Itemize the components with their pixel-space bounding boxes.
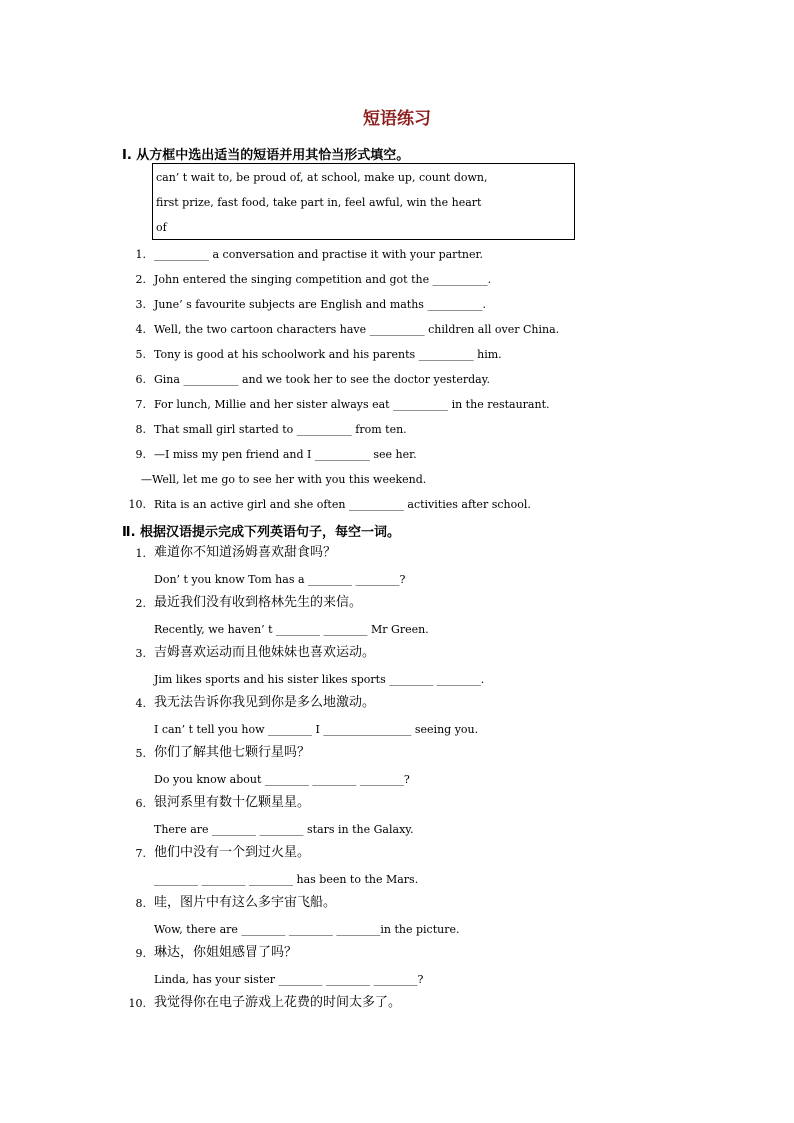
question-number: 1. <box>135 547 146 560</box>
english-sentence: Don’ t you know Tom has a ________ ________? <box>154 573 406 586</box>
question-number: 5. <box>135 747 146 760</box>
english-sentence: Wow, there are ________ ________ ________in the picture. <box>154 923 460 936</box>
english-sentence: Linda, has your sister ________ ________ ________? <box>154 973 424 986</box>
question-number: 2. <box>135 273 146 286</box>
question-text: June’ s favourite subjects are English and maths __________. <box>154 298 486 311</box>
phrase-box-line: first prize, fast food, take part in, feel awful, win the heart <box>156 196 482 209</box>
question-number: 7. <box>135 398 146 411</box>
question-number: 8. <box>135 897 146 910</box>
chinese-prompt: 你们了解其他七颗行星吗？ <box>154 745 311 760</box>
phrase-box-line: of <box>156 221 167 234</box>
chinese-prompt: 他们中没有一个到过火星。 <box>154 845 311 860</box>
page-title: 短语练习 <box>363 109 431 129</box>
question-text: John entered the singing competition and got the __________. <box>154 273 492 286</box>
question-number: 4. <box>135 697 146 710</box>
question-text: Well, the two cartoon characters have __________ children all over China. <box>154 323 560 336</box>
question-text: Rita is an active girl and she often __________ activities after school. <box>154 498 531 511</box>
question-number: 4. <box>135 323 146 336</box>
question-text: That small girl started to __________ from ten. <box>154 423 407 436</box>
chinese-prompt: 吉姆喜欢运动而且他妹妹也喜欢运动。 <box>154 645 376 660</box>
chinese-prompt: 哇，图片中有这么多宇宙飞船。 <box>154 895 337 910</box>
chinese-prompt: 我无法告诉你我见到你是多么地激动。 <box>154 695 376 710</box>
question-number: 3. <box>135 298 146 311</box>
question-number: 1. <box>135 248 146 261</box>
section-1-heading: Ⅰ. 从方框中选出适当的短语并用其恰当形式填空。 <box>122 148 410 163</box>
chinese-prompt: 我觉得你在电子游戏上花费的时间太多了。 <box>154 995 402 1010</box>
question-text: —I miss my pen friend and I __________ see her. <box>154 448 417 461</box>
question-number: 3. <box>135 647 146 660</box>
question-text: Gina __________ and we took her to see the doctor yesterday. <box>154 373 490 386</box>
question-number: 5. <box>135 348 146 361</box>
english-sentence: I can’ t tell you how ________ I ________________ seeing you. <box>154 723 479 736</box>
section-2-heading: Ⅱ. 根据汉语提示完成下列英语句子，每空一词。 <box>122 525 401 540</box>
chinese-prompt: 银河系里有数十亿颗星星。 <box>154 795 311 810</box>
english-sentence: There are ________ ________ stars in the Galaxy. <box>154 823 414 836</box>
question-number: 8. <box>135 423 146 436</box>
question-number: 10. <box>128 498 146 511</box>
question-number: 9. <box>135 448 146 461</box>
question-number: 7. <box>135 847 146 860</box>
english-sentence: ________ ________ ________ has been to the Mars. <box>154 873 419 886</box>
english-sentence: Do you know about ________ ________ ________? <box>154 773 410 786</box>
question-text: __________ a conversation and practise it with your partner. <box>154 248 484 261</box>
question-number: 10. <box>128 997 146 1010</box>
chinese-prompt: 最近我们没有收到格林先生的来信。 <box>154 595 363 610</box>
phrase-box-line: can’ t wait to, be proud of, at school, make up, count down, <box>156 171 488 184</box>
question-text: For lunch, Millie and her sister always eat __________ in the restaurant. <box>154 398 550 411</box>
question-number: 6. <box>135 797 146 810</box>
phrase-box <box>152 163 575 240</box>
chinese-prompt: 难道你不知道汤姆喜欢甜食吗？ <box>154 545 337 560</box>
question-number: 2. <box>135 597 146 610</box>
question-text: Tony is good at his schoolwork and his parents __________ him. <box>154 348 502 361</box>
question-text: —Well, let me go to see her with you this weekend. <box>141 473 427 486</box>
english-sentence: Recently, we haven’ t ________ ________ Mr Green. <box>154 623 429 636</box>
question-number: 6. <box>135 373 146 386</box>
english-sentence: Jim likes sports and his sister likes sports ________ ________. <box>154 673 485 686</box>
chinese-prompt: 琳达，你姐姐感冒了吗？ <box>154 945 298 960</box>
question-number: 9. <box>135 947 146 960</box>
